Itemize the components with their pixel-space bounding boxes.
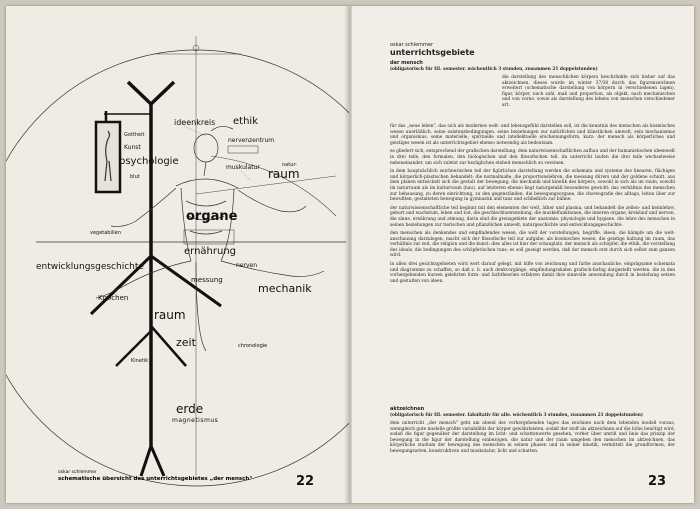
label-raum-top: raum xyxy=(268,167,300,181)
caption-title: schematische übersicht des unterrichtsgebietes „der mensch" xyxy=(58,476,253,482)
paragraph: in dem hauptsächlich zeichnerischen teil der figürlichen darstellung werden die schemata und systeme des linearen, flächigen und körperlich-plastischen behandelt: die normalmaße, die proportionslehren, die messung dürers und der goldene schnitt. aus dem planen entwickelt sich die gestalt der bewegung, die mechanik und kinetik des körpers, sowohl in sich als im raum, sowohl im naturraum als im kulturraum (bau). auf letzteren ebenso liegt naturgemäß besonderes gewicht: das verhältnis des menschen zur behausung, zu deren einrichtung, zu den gegenständen. die bewegungsorgane, die choreografie des alltags, leiten über zur bewußten, gestalteten bewegung in gymnastik und tanz und schließlich zur bühne. xyxy=(390,169,675,203)
label-blut: blut xyxy=(130,174,140,180)
label-zeit: zeit xyxy=(176,336,196,349)
section1-heading: der mensch xyxy=(390,60,423,66)
label-erde: erde xyxy=(176,402,204,416)
paragraph: für das „neue leben", das sich als modernes welt- und lebensgefühl darstellen soll, ist die kenntnis des menschen als kosmisches wesen unerläßlich. seine existenzbedingungen, seine beziehungen zur natürlichen und künstlichen umwelt, sein mechanismus und organismus, seine materielle, spirituelle und intellektuelle erscheinungsform, kurz: der mensch als körperliches und geistiges wesen ist als unterrichtsgebiet ebenso notwendig als bedeutsam. xyxy=(390,124,675,146)
label-chronologie: chronologie xyxy=(238,343,268,349)
label-knochen: Knochen xyxy=(98,294,129,302)
intro-block: die darstellung des menschlichen körpers beschränkte sich bisher auf das aktzeichnen. dieses wurde im winter 37/38 durch das figurenzeichnen erweitert (schematische darstellung von körpern in verschiedenen lagen), figur, körper, nach zahl, maß und proportion, als objekt, nach mechanischen und von vorne, sowie als darstellung des lebens von menschen verschiedener art. xyxy=(502,75,675,108)
label-nervenzentrum: nervenzentrum xyxy=(228,137,275,144)
label-kunst: Kunst xyxy=(124,144,141,151)
label-natur: natur- xyxy=(282,162,297,168)
label-raum-bottom: raum xyxy=(154,308,186,322)
label-entwicklungsgeschichte: entwicklungsgeschichte xyxy=(36,262,144,272)
section2-subheading: (obligatorisch für III. semester. fakultativ für alle. wöchentlich 3 stunden, zusammen 21 doppelstunden) xyxy=(390,413,643,418)
label-organe: organe xyxy=(186,209,238,224)
paragraph: der naturwissenschaftliche teil beginnt mit den elementen der welt, äther und plasma, und behandelt die zellen- und keimlehre, geburt und wachstum, leben und tod, die geschlechtsentstehung. die muskelfunktionen, die inneren organe, kreislauf und nerven, die sinne, ernährung und atmung, darin sind die grenzgebiete der anatomie, physiologie und hygiene. die lehre des menschen in seinen beziehungen zur tierischen und pflanzlichen umwelt, naturgeschichte und entwicklungsgeschichte. xyxy=(390,205,675,228)
label-ernaehrung: ernährung xyxy=(184,246,237,257)
page-heading: unterrichtsgebiete xyxy=(390,48,475,57)
label-mechanik: mechanik xyxy=(258,282,312,295)
page-number-right: 23 xyxy=(648,474,667,489)
label-gottheit: Gottheit xyxy=(124,132,145,138)
author-name: oskar schlemmer xyxy=(390,42,434,48)
label-nerven: nerven xyxy=(236,262,258,269)
label-messung: messung xyxy=(191,276,223,284)
section1-subheading: (obligatorisch für III. semester. wöchentlich 3 stunden, zusammen 21 doppelstunden) xyxy=(390,67,598,72)
paragraph: in allen drei gesichtsgebieten wird wert darauf gelegt, mit hilfe von zeichnung und farbe anschauliche, einprägsame schemata und diagramme zu schaffen, so daß z. b. auch denkvorgänge, empfindungsskalen grafisch-farbig dargestellt werden. die in den vorhergehenden kursen gelehrten form- und farbtheorien erfahren damit ihre sinnvolle anwendung durch in beziehung setzen und gestalten von ideen. xyxy=(390,262,675,284)
paragraph: den menschen als denkendes und empfindendes wesen, die welt der vorstellungen, begriffe, ideen, die kämpfe um die welt-anschauung darzulegen, macht sich der filosofische teil zur aufgabe. als kosmisches wesen, die geistige haltung im raum, das verhältnis zur zeit, die religion und die kunst: dies alles ist hier der schauplatz. der mensch als schöpfer, die ethik, die vorstellung des ideals, die bedingungen des schöpferischen tuns: es soll gezeigt werden, daß der mensch erst durch sich selbst zum ganzen wird. xyxy=(390,231,675,259)
label-ideenkreis: ideenkreis xyxy=(174,118,216,127)
label-kinetik: Kinetik xyxy=(131,358,149,364)
right-page xyxy=(352,6,694,503)
label-ethik: ethik xyxy=(233,116,258,127)
label-psychologie: psychologie xyxy=(119,156,179,167)
book-spread xyxy=(6,6,694,503)
caption-author: oskar schlemmer xyxy=(58,470,97,475)
label-muskulatur: muskulatur xyxy=(226,164,260,171)
section1-body xyxy=(390,124,675,287)
page-number-left: 22 xyxy=(296,474,315,489)
painting-frame xyxy=(96,122,120,192)
mensch-diagram xyxy=(6,6,349,503)
label-vegetabilien: vegetabilien xyxy=(90,230,121,236)
left-page xyxy=(6,6,349,503)
section2-heading: aktzeichnen xyxy=(390,406,425,412)
paragraph: es gliedert sich, entsprechend der grafischen darstellung, dem naturwissenschaftlichen aufbau und der humanistischen ideenwelt in drei teile, den formalen, den biologischen und den filosofischen teil. im unterricht laufen die drei teile wechselweise nebeneinander, um sich zuletzt zur bezüglichen einheit menschlich zu vereinen. xyxy=(390,149,675,166)
figure-caption xyxy=(58,470,252,482)
section2-paragraph: dem unterricht „der mensch" geht am abend des vorhergehenden tages das zeichnen nach dem lebenden modell voraus, wenngleich gute modelle größte variabilität der körper gewährleisten, sodaß der stoff als aktzeichnen auf die höhe benötigt wird, sodaß die figur gegenüber der darstellung im licht- und schattenwerte gesehen, vorher über umriß und linie das prinzip der bewegung in die figur der darstellung einbezogen. die natur und der raum umgeben den menschen im aktzeichnen, das körperliche studium der bewegung des menschen in seinen phasen und in seiner kinetik, vermittelt die grundformen, der bewegungsarten, konstruktiven und muskulatur, licht und schatten. xyxy=(390,421,675,454)
label-magnetismus: magnetismus xyxy=(172,417,219,424)
